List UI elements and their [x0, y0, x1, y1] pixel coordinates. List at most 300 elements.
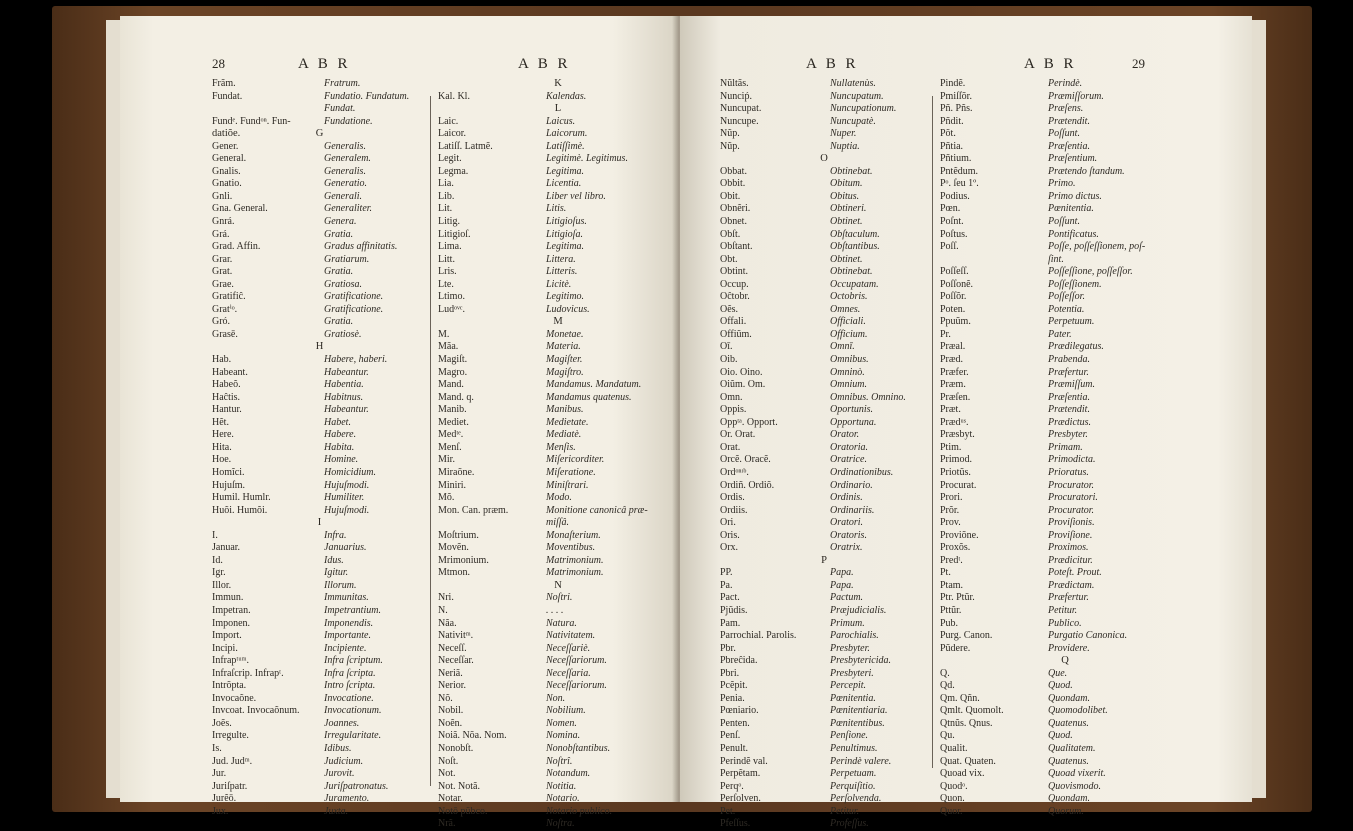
entry-row	[720, 254, 928, 267]
entry-row	[438, 806, 678, 819]
abbreviation: General.	[212, 153, 247, 165]
entry-row	[940, 517, 1190, 530]
expansion: Oratori.	[830, 517, 864, 529]
entry-row	[940, 806, 1190, 819]
expansion: ſint.	[1048, 253, 1064, 265]
expansion: Poſſeſſor.	[1048, 291, 1085, 303]
expansion: Primo dictus.	[1048, 190, 1102, 202]
expansion: Habeantur.	[324, 366, 369, 378]
expansion: Quondam.	[1048, 692, 1090, 704]
abbreviation: Jux.	[212, 805, 229, 817]
entry-row	[720, 680, 928, 693]
entry-row	[438, 116, 678, 129]
entry-row	[720, 417, 928, 430]
abbreviation: Import.	[212, 630, 242, 642]
expansion: Que.	[1048, 667, 1068, 679]
abbreviation: Manib.	[438, 404, 467, 416]
abbreviation: Haĉtis.	[212, 391, 241, 403]
expansion: Generalis.	[324, 140, 366, 152]
expansion: Quatenus.	[1048, 717, 1089, 729]
entry-row	[212, 718, 427, 731]
expansion: Habere, haberi.	[324, 354, 388, 366]
entry-row	[438, 442, 678, 455]
entry-row	[940, 128, 1190, 141]
entry-row	[438, 229, 678, 242]
abbreviation: Hab.	[212, 354, 232, 366]
expansion: Poſſeſſionem.	[1048, 278, 1102, 290]
abbreviation: Impetran.	[212, 604, 251, 616]
section-letter	[212, 517, 427, 530]
entry-row	[438, 216, 678, 229]
abbreviation: Oib.	[720, 354, 738, 366]
abbreviation: Januar.	[212, 542, 241, 554]
expansion: Oratrix.	[830, 542, 863, 554]
entry-row	[438, 329, 678, 342]
expansion: Proviſione.	[1048, 529, 1093, 541]
entry-row	[212, 166, 427, 179]
abbreviation: Pbr.	[720, 642, 736, 654]
page-edges-right	[1250, 20, 1266, 798]
entry-row	[212, 216, 427, 229]
expansion: Mandamus quatenus.	[546, 391, 632, 403]
expansion: Infra.	[324, 529, 347, 541]
abbreviation: Nũltãs.	[720, 78, 749, 89]
entry-row	[940, 630, 1190, 643]
entry-row	[940, 643, 1190, 656]
expansion: Primodicta.	[1048, 454, 1096, 466]
expansion: Quorum.	[1048, 805, 1084, 817]
abbreviation: Pbreĉida.	[720, 655, 758, 667]
entry-row	[438, 141, 678, 154]
entry-row	[212, 141, 427, 154]
abbreviation: Magro.	[438, 366, 468, 378]
entry-row	[720, 793, 928, 806]
entry-row	[212, 229, 427, 242]
abbreviation: Nuncupe.	[720, 115, 759, 127]
section-letter	[438, 316, 678, 329]
abbreviation: Ludᵒᵛᶜ.	[438, 303, 465, 315]
abbreviation: Pt.	[940, 567, 951, 579]
expansion: Noſtrî.	[546, 755, 573, 767]
abbreviation: Invcoat. Invocaõnum.	[212, 705, 300, 717]
expansion: Monaſterium.	[546, 529, 601, 541]
abbreviation: Penia.	[720, 692, 745, 704]
abbreviation: Gratⁱᵒ.	[212, 303, 238, 315]
abbreviation: Jur.	[212, 768, 227, 780]
entry-row	[720, 116, 928, 129]
entry-row	[940, 781, 1190, 794]
abbreviation: Litigioſ.	[438, 228, 471, 240]
abbreviation: Pmiſſõr.	[940, 90, 972, 102]
entry-row	[940, 467, 1190, 480]
entry-row	[720, 442, 928, 455]
entry-row	[720, 567, 928, 580]
entry-row	[212, 279, 427, 292]
expansion: Obſtaculum.	[830, 228, 880, 240]
right-column-2	[940, 78, 1190, 818]
abbreviation: Mon. Can. præm.	[438, 504, 509, 516]
abbreviation: Magiſt.	[438, 354, 468, 366]
expansion: Pœnitentibus.	[830, 717, 885, 729]
expansion: Præſentium.	[1048, 153, 1098, 165]
abbreviation: Ordis.	[720, 492, 745, 504]
expansion: Noſtri.	[546, 592, 573, 604]
abbreviation: Priotũs.	[940, 466, 971, 478]
abbreviation: Obbit.	[720, 178, 746, 190]
abbreviation: Penten.	[720, 717, 750, 729]
abbreviation: Immun.	[212, 592, 244, 604]
entry-row	[212, 630, 427, 643]
expansion: Nullatenùs.	[830, 78, 876, 89]
expansion: Poſſunt.	[1048, 128, 1080, 140]
entry-row	[940, 266, 1190, 279]
abbreviation: Pet.	[720, 805, 736, 817]
abbreviation: Pñtium.	[940, 153, 972, 165]
entry-row	[720, 379, 928, 392]
entry-row	[212, 417, 427, 430]
entry-row	[438, 254, 678, 267]
expansion: Præſens.	[1048, 103, 1084, 115]
expansion: Matrimonium.	[546, 567, 604, 579]
abbreviation: Is.	[212, 742, 222, 754]
entry-row	[720, 341, 928, 354]
running-header-right: A B R	[1024, 56, 1077, 72]
entry-row	[212, 668, 427, 681]
expansion: Percepit.	[830, 680, 867, 692]
running-header-left: A B R	[298, 56, 351, 72]
entry-row	[720, 467, 928, 480]
abbreviation: Gratifiĉ.	[212, 291, 246, 303]
expansion: Menſis.	[546, 441, 576, 453]
abbreviation: Obbat.	[720, 165, 747, 177]
entry-row	[940, 166, 1190, 179]
expansion: Monitione canonicâ præ-	[546, 504, 648, 516]
expansion: Materia.	[546, 341, 581, 353]
abbreviation: Quoad vix.	[940, 768, 985, 780]
abbreviation: Or. Orat.	[720, 429, 756, 441]
entry-row	[720, 806, 928, 819]
section-letter-text: H	[315, 341, 324, 353]
expansion: Gratia.	[324, 316, 354, 328]
expansion: Primam.	[1048, 441, 1083, 453]
expansion: Pœnitentia.	[830, 692, 876, 704]
abbreviation: Laicor.	[438, 128, 467, 140]
abbreviation: Gnli.	[212, 190, 233, 202]
entry-row	[438, 341, 678, 354]
entry-row	[212, 191, 427, 204]
expansion: Humiliter.	[324, 492, 365, 504]
entry-row	[940, 429, 1190, 442]
expansion: Miſeratione.	[546, 466, 596, 478]
abbreviation	[940, 254, 1048, 267]
expansion: Potentia.	[1048, 303, 1085, 315]
entry-row	[940, 605, 1190, 618]
abbreviation: Prõr.	[940, 504, 960, 516]
abbreviation: Qm. Qñn.	[940, 692, 980, 704]
expansion: Litteris.	[546, 266, 578, 278]
expansion: Habita.	[324, 441, 355, 453]
expansion: Presbyter.	[830, 642, 870, 654]
section-letter	[438, 103, 678, 116]
expansion: Præmiſſum.	[1048, 379, 1095, 391]
entry-row	[720, 480, 928, 493]
abbreviation: Lia.	[438, 178, 454, 190]
expansion: Neceſſariè.	[546, 642, 591, 654]
expansion: Legitimè. Legitimus.	[546, 153, 628, 165]
section-letter	[438, 78, 678, 91]
abbreviation: Prov.	[940, 517, 961, 529]
entry-row	[940, 291, 1190, 304]
abbreviation: Grasē.	[212, 328, 238, 340]
entry-row	[720, 141, 928, 154]
entry-row	[720, 630, 928, 643]
section-letter-text: I	[317, 517, 322, 529]
abbreviation: Nunciṕ.	[720, 90, 752, 102]
expansion: Prædilegatus.	[1048, 341, 1104, 353]
abbreviation: Ppuũm.	[940, 316, 971, 328]
entry-row	[720, 329, 928, 342]
abbreviation: Qu.	[940, 730, 955, 742]
entry-row	[940, 743, 1190, 756]
abbreviation: Primod.	[940, 454, 972, 466]
expansion: Primo.	[1048, 178, 1076, 190]
expansion: Omnium.	[830, 379, 867, 391]
expansion: Littera.	[546, 253, 576, 265]
running-header-left: A B R	[806, 56, 859, 72]
abbreviation: Hujuſm.	[212, 479, 246, 491]
expansion: miſſâ.	[546, 517, 570, 529]
entry-row	[438, 655, 678, 668]
entry-row	[940, 141, 1190, 154]
expansion: Providere.	[1048, 642, 1090, 654]
right-column-1	[720, 78, 928, 831]
expansion: Generalis.	[324, 165, 366, 177]
expansion: Fundat.	[324, 103, 356, 115]
entry-row	[438, 630, 678, 643]
entry-row	[940, 580, 1190, 593]
abbreviation: Mediet.	[438, 416, 469, 428]
expansion: Generalem.	[324, 153, 371, 165]
expansion: Imponendis.	[324, 617, 374, 629]
entry-row	[720, 203, 928, 216]
expansion: Miſericorditer.	[546, 454, 605, 466]
abbreviation: Obſtant.	[720, 241, 753, 253]
abbreviation: Lris.	[438, 266, 457, 278]
expansion: Omninò.	[830, 366, 865, 378]
entry-row	[438, 178, 678, 191]
entry-row	[940, 116, 1190, 129]
entry-row	[212, 480, 427, 493]
entry-row	[720, 618, 928, 631]
expansion: Quod.	[1048, 680, 1073, 692]
abbreviation: Incipi.	[212, 642, 238, 654]
expansion: Quoad vixerit.	[1048, 768, 1106, 780]
abbreviation: Purg. Canon.	[940, 630, 993, 642]
abbreviation: Poten.	[940, 303, 966, 315]
expansion: Omnibus. Omnino.	[830, 391, 906, 403]
abbreviation: Nãa.	[438, 617, 457, 629]
entry-row	[212, 618, 427, 631]
expansion: Homicidium.	[324, 466, 376, 478]
entry-row	[212, 78, 427, 91]
entry-row	[940, 567, 1190, 580]
expansion: Neceſſariorum.	[546, 680, 607, 692]
expansion: Manibus.	[546, 404, 584, 416]
abbreviation: Obnẽri.	[720, 203, 751, 215]
abbreviation: Latiſſ. Latmẽ.	[438, 140, 493, 152]
abbreviation: Legit.	[438, 153, 462, 165]
entry-row	[940, 153, 1190, 166]
abbreviation: Laic.	[438, 115, 459, 127]
abbreviation: Hantur.	[212, 404, 242, 416]
expansion: Quatenus.	[1048, 755, 1089, 767]
entry-row	[212, 555, 427, 568]
entry-row	[438, 668, 678, 681]
abbreviation: Gnrá.	[212, 216, 235, 228]
expansion: Petitur.	[1048, 604, 1078, 616]
expansion: Octobris.	[830, 291, 868, 303]
abbreviation: Quodᵒ.	[940, 780, 968, 792]
abbreviation: Igr.	[212, 567, 226, 579]
expansion: Juramento.	[324, 793, 370, 805]
abbreviation: Offali.	[720, 316, 747, 328]
abbreviation: Imponen.	[212, 617, 251, 629]
expansion: Obtinet.	[830, 216, 863, 228]
expansion: Nonobſtantibus.	[546, 742, 611, 754]
abbreviation: Grar.	[212, 253, 233, 265]
entry-row	[212, 329, 427, 342]
expansion: Legitima.	[546, 165, 585, 177]
abbreviation: Qtnũs. Qnus.	[940, 717, 993, 729]
section-letter	[720, 555, 928, 568]
abbreviation: Perqᵒ.	[720, 780, 744, 792]
abbreviation: Juriſpatr.	[212, 780, 248, 792]
entry-row	[720, 743, 928, 756]
entry-row	[438, 153, 678, 166]
expansion: Obtinebat.	[830, 165, 873, 177]
abbreviation: Procurat.	[940, 479, 977, 491]
expansion: Non.	[546, 692, 566, 704]
expansion: Perindè.	[1048, 78, 1083, 89]
expansion: Habitnus.	[324, 391, 364, 403]
abbreviation: Medᵗᵉ.	[438, 429, 464, 441]
left-column-2	[438, 78, 678, 831]
abbreviation: Oris.	[720, 529, 740, 541]
entry-row	[212, 655, 427, 668]
abbreviation: Præfer.	[940, 366, 969, 378]
abbreviation: Proviõne.	[940, 529, 979, 541]
abbreviation: Litt.	[438, 253, 455, 265]
abbreviation: Quat. Quaten.	[940, 755, 996, 767]
entry-row	[212, 505, 427, 518]
expansion: Papa.	[830, 567, 854, 579]
abbreviation: Neceſſ.	[438, 642, 467, 654]
expansion: Pœnitentia.	[1048, 203, 1094, 215]
expansion: Homine.	[324, 454, 359, 466]
entry-row	[212, 806, 427, 819]
entry-row	[212, 793, 427, 806]
entry-row	[940, 592, 1190, 605]
expansion: Prædicitur.	[1048, 554, 1093, 566]
entry-row	[212, 680, 427, 693]
expansion: Laicorum.	[546, 128, 588, 140]
abbreviation: Ptam.	[940, 579, 964, 591]
entry-row	[212, 567, 427, 580]
entry-row	[940, 756, 1190, 769]
entry-row	[438, 467, 678, 480]
entry-row	[212, 693, 427, 706]
entry-row	[438, 417, 678, 430]
expansion: Procurator.	[1048, 479, 1095, 491]
left-column-1	[212, 78, 427, 818]
abbreviation: Poſtus.	[940, 228, 968, 240]
expansion: Matrimonium.	[546, 554, 604, 566]
entry-row	[438, 781, 678, 794]
abbreviation: Irregulte.	[212, 730, 249, 742]
entry-row	[212, 316, 427, 329]
abbreviation: Notō pũbco.	[438, 805, 488, 817]
expansion: Gradus affinitatis.	[324, 241, 398, 253]
section-letter-text: L	[554, 103, 562, 115]
expansion: Qualitatem.	[1048, 742, 1096, 754]
expansion: Fundatio. Fundatum.	[324, 90, 410, 102]
expansion: Jurovit.	[324, 768, 355, 780]
section-letter-text: Q	[1061, 655, 1069, 667]
expansion: Perindè valere.	[830, 755, 892, 767]
expansion: Perpetuam.	[830, 768, 877, 780]
entry-row	[940, 91, 1190, 104]
abbreviation: Hoe.	[212, 454, 232, 466]
expansion: Ordinationibus.	[830, 466, 894, 478]
entry-row	[438, 429, 678, 442]
entry-row	[212, 116, 427, 129]
entry-row	[940, 555, 1190, 568]
column-rule	[430, 96, 431, 786]
expansion: Profeſſus.	[830, 818, 869, 830]
expansion: Presbyteri.	[830, 667, 874, 679]
expansion: Penultimus.	[830, 742, 878, 754]
expansion: Neceſſaria.	[546, 667, 591, 679]
entry-row	[720, 693, 928, 706]
entry-row	[212, 266, 427, 279]
abbreviation: Huõi. Humõi.	[212, 504, 268, 516]
entry-row	[438, 203, 678, 216]
expansion: Penſione.	[830, 730, 869, 742]
expansion: Latiſſimè.	[546, 140, 585, 152]
entry-row	[720, 279, 928, 292]
entry-row	[438, 480, 678, 493]
abbreviation: Oppᵗᵃ. Opport.	[720, 416, 778, 428]
expansion: Gratiosa.	[324, 278, 363, 290]
entry-row	[438, 392, 678, 405]
entry-row	[940, 341, 1190, 354]
entry-row	[212, 756, 427, 769]
entry-row	[720, 354, 928, 367]
expansion: Obitum.	[830, 178, 863, 190]
expansion: Litigioſus.	[546, 216, 587, 228]
abbreviation: Nri.	[438, 592, 454, 604]
entry-row	[720, 103, 928, 116]
entry-row	[212, 203, 427, 216]
expansion: Nuncupatum.	[830, 90, 884, 102]
entry-row	[720, 392, 928, 405]
entry-row	[212, 467, 427, 480]
section-letter-text: M	[553, 316, 563, 328]
abbreviation: Miniri.	[438, 479, 467, 491]
expansion: Fundatione.	[324, 115, 373, 127]
entry-row	[212, 781, 427, 794]
entry-row	[940, 203, 1190, 216]
